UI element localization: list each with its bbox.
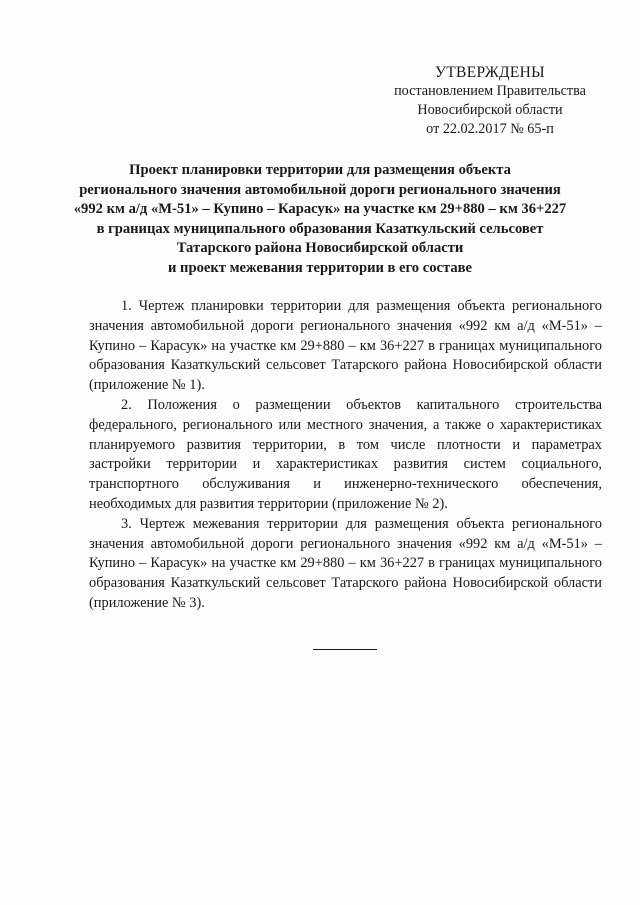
title-line-3: «992 км а/д «М-51» – Купино – Карасук» на участке км 29+880 – км 36+227 [73, 201, 567, 218]
title-line-5: Татарского района Новосибирской области [176, 240, 464, 257]
title-line-1: Проект планировки территории для размещения объекта [129, 162, 511, 178]
approval-line-1: постановлением Правительства [394, 83, 586, 99]
list-item-3: 3. Чертеж межевания территории для размещения объекта регионального значения автомобильной дороги регионального значения «992 км а/д «М-51» – Купино – Карасук» на участке км 29+880 – км 36+227 в границах муниципального образования Казаткульский сельсовет Татарского района Новосибирской области (приложение № 3). [89, 515, 602, 611]
title-line-4: в границах муниципального образования Казаткульский сельсовет [96, 220, 544, 237]
title-line-2: регионального значения автомобильной дороги регионального значения [79, 181, 561, 198]
title-line-6: и проект межевания территории в его составе [167, 259, 473, 276]
list-item-2: 2. Положения о размещении объектов капитального строительства федерального, регионального или местного значения, а также о характеристиках планируемого развития территории, в том числе плотности и параметрах застройки территории и характеристиках развития систем социального, транспортного обслуживания и инженерно-технического обеспечения, необходимых для развития территории (приложение № 2). [89, 396, 602, 512]
closing-divider [313, 649, 377, 650]
document-body [89, 297, 602, 614]
approval-line-3: от 22.02.2017 № 65-п [426, 121, 554, 137]
approval-block [380, 63, 600, 139]
approval-line-2: Новосибирской области [417, 102, 563, 118]
document-title [60, 161, 580, 279]
list-item-1: 1. Чертеж планировки территории для размещения объекта регионального значения автомобильной дороги регионального значения «992 км а/д «М-51» – Купино – Карасук» на участке км 29+880 – км 36+227 в границах муниципального образования Казаткульский сельсовет Татарского района Новосибирской области (приложение № 1). [89, 298, 602, 394]
approval-heading: УТВЕРЖДЕНЫ [435, 64, 545, 81]
